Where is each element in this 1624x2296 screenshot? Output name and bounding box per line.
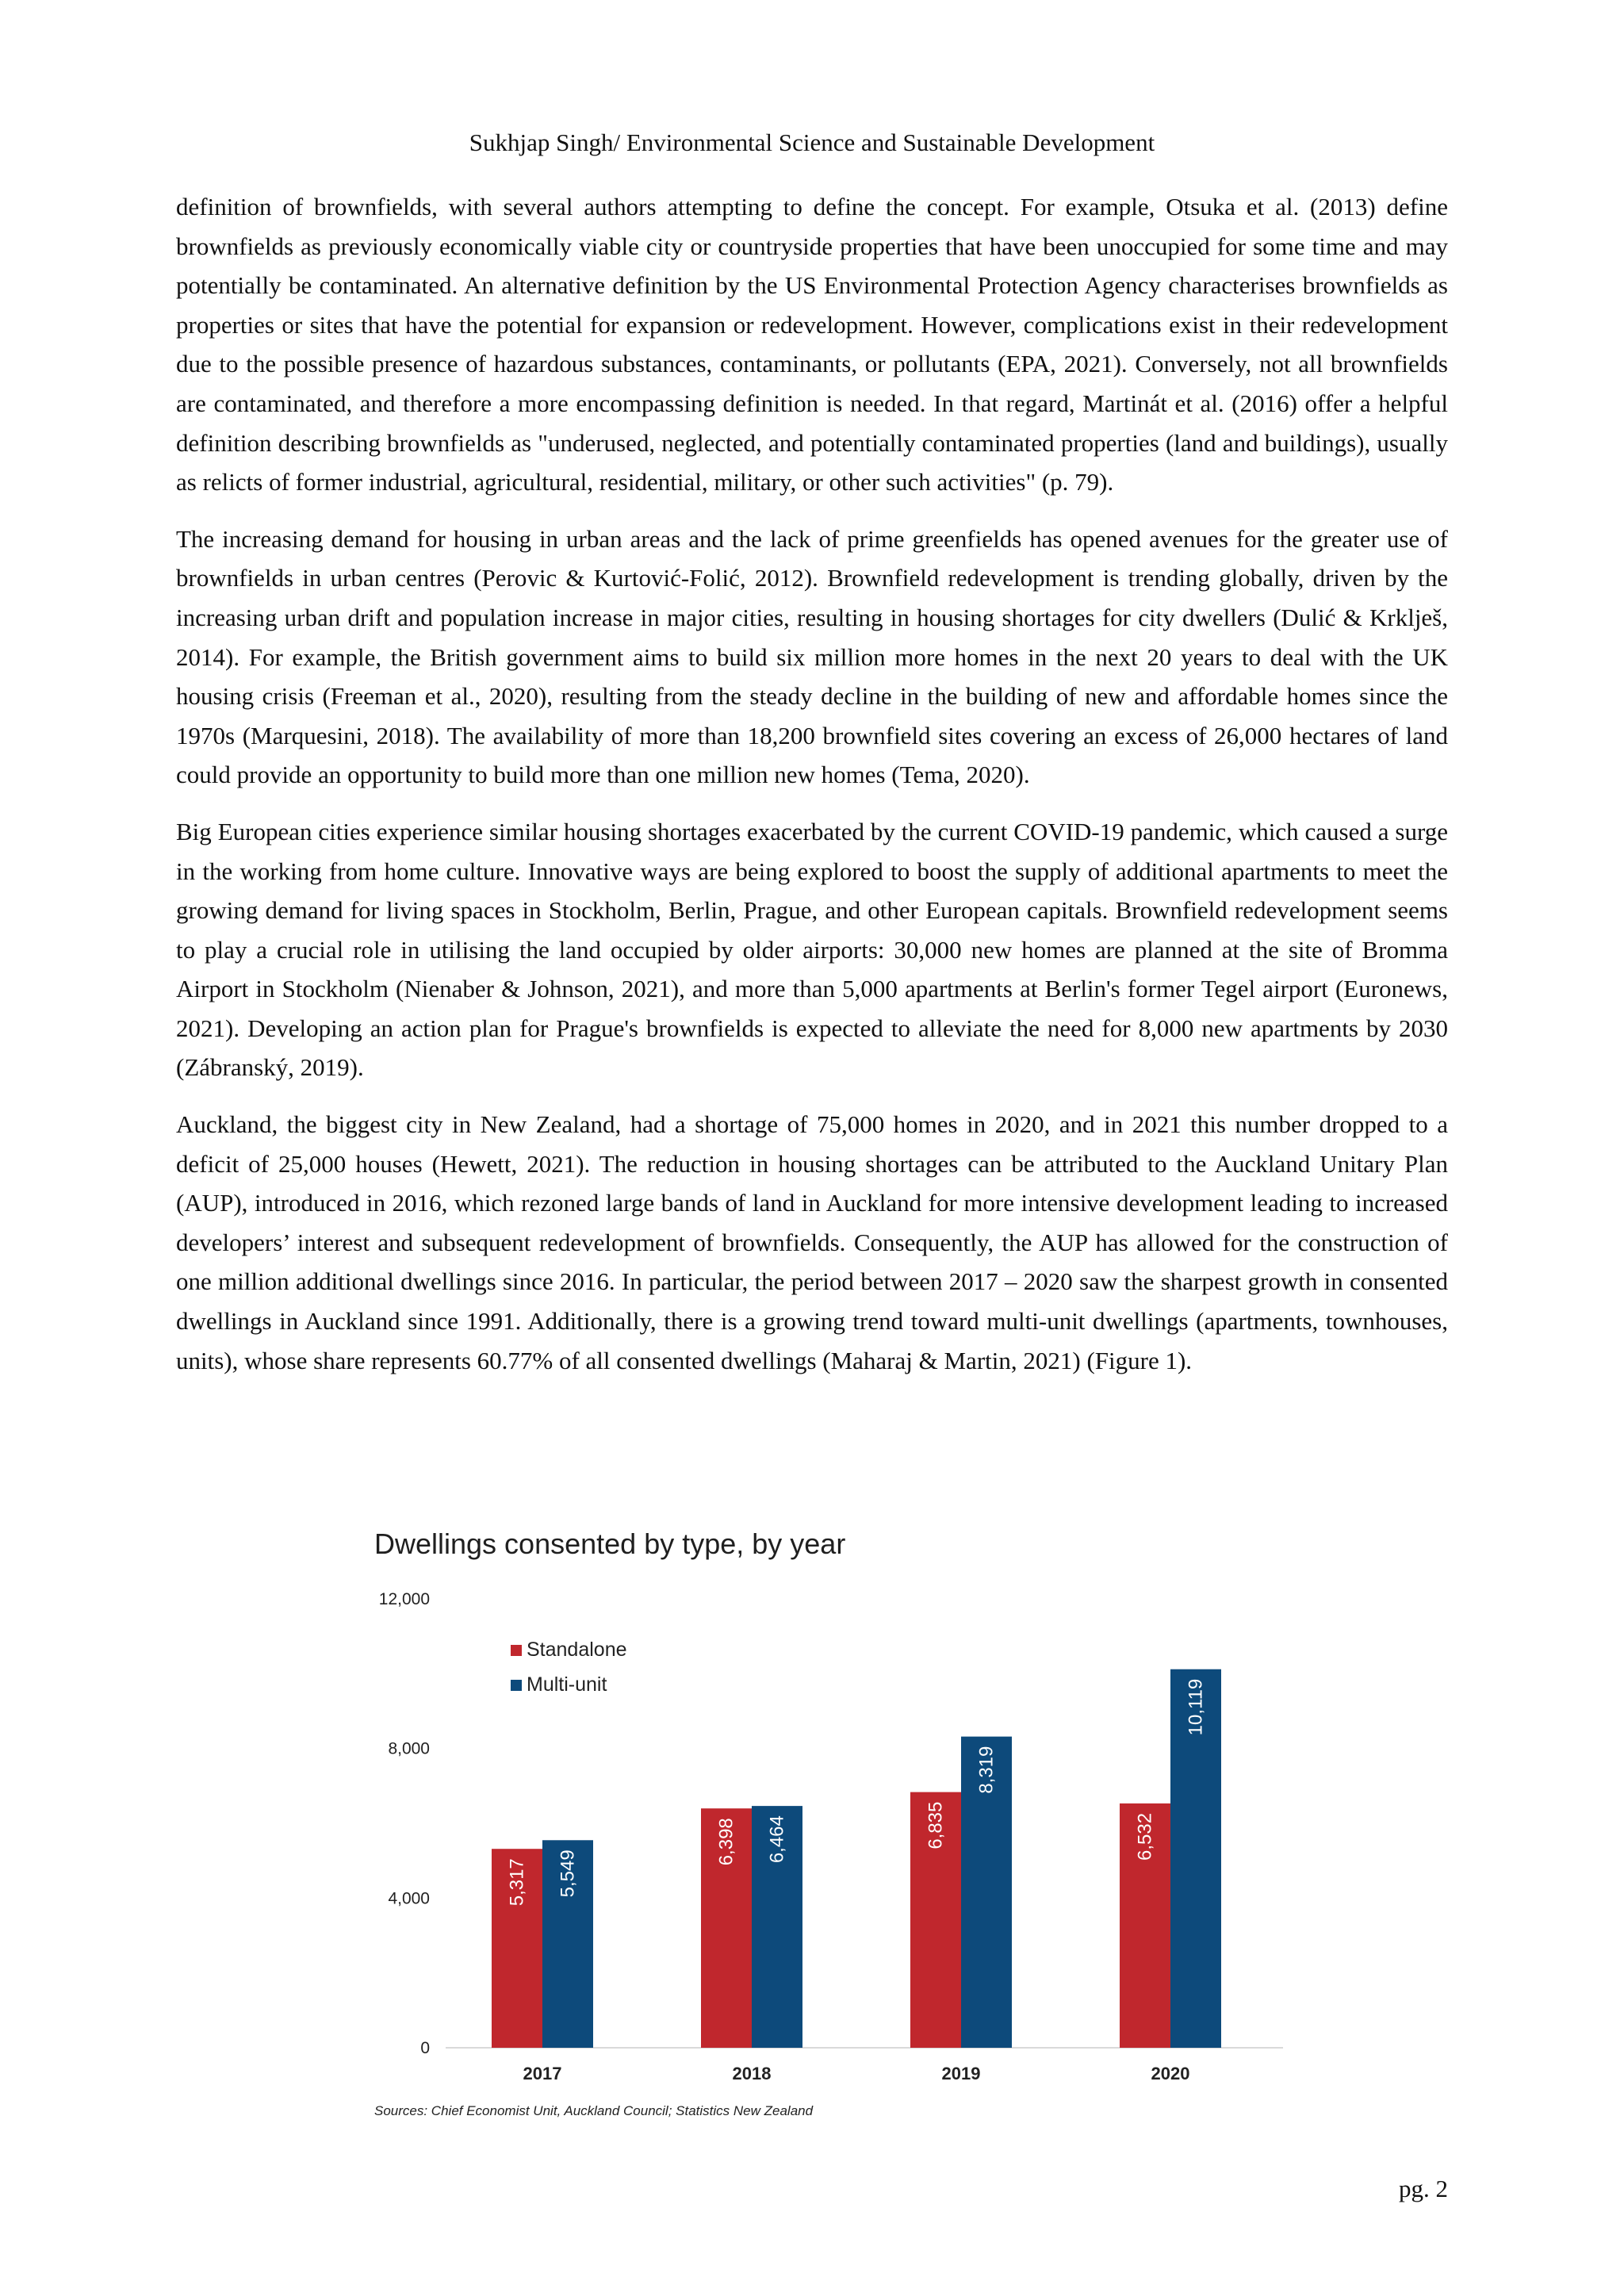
legend-swatch-standalone xyxy=(511,1645,522,1656)
bar-data-label: 6,835 xyxy=(925,1801,947,1849)
bar-data-label: 10,119 xyxy=(1185,1678,1207,1736)
legend-label-multi-unit: Multi-unit xyxy=(527,1673,607,1696)
bar-data-label: 5,549 xyxy=(557,1849,579,1898)
bar-chart xyxy=(349,1516,1316,2127)
running-header: Sukhjap Singh/ Environmental Science and Sustainable Development xyxy=(469,128,1155,156)
y-tick-label: 12,000 xyxy=(378,1590,430,1608)
x-tick-label: 2017 xyxy=(523,2064,562,2083)
x-tick-label: 2018 xyxy=(732,2064,772,2083)
legend-swatch-multi-unit xyxy=(511,1680,522,1691)
y-tick-label: 8,000 xyxy=(388,1739,430,1758)
y-tick-label: 0 xyxy=(420,2039,430,2057)
figure-dwellings-chart xyxy=(349,1516,1316,2127)
bar-data-label: 6,532 xyxy=(1134,1812,1156,1861)
bar-data-label: 6,464 xyxy=(766,1815,788,1864)
x-tick-label: 2020 xyxy=(1151,2064,1190,2083)
paragraph-european-cities: Big European cities experience similar housing shortages exacerbated by the current COVID-19 pandemic, which caused a surge in the working from home culture. Innovative ways are being explored to boost the supply of additional apartments to meet the growing demand for living spaces in Stockholm, Berlin, Prague, and other European capitals. Brownfield redevelopment seems to play a crucial role in utilising the land occupied by older airports: 30,000 new homes are planned at the site of Bromma Airport in Stockholm (Nienaber & Johnson, 2021), and more than 5,000 apartments at Berlin's former Tegel airport (Euronews, 2021). Developing an action plan for Prague's brownfields is expected to alleviate the need for 8,000 new apartments by 2030 (Zábranský, 2019). xyxy=(176,817,1448,1082)
body-text xyxy=(176,187,1448,1397)
bar-data-label: 6,398 xyxy=(715,1818,737,1866)
bar-data-label: 5,317 xyxy=(506,1858,528,1907)
page-number: pg. 2 xyxy=(1399,2175,1448,2202)
paragraph-housing-demand: The increasing demand for housing in urban areas and the lack of prime greenfields has opened avenues for the greater use of brownfields in urban centres (Perovic & Kurtović-Folić, 2012). Brownfield redevelopment is trending globally, driven by the increasing urban drift and population increase in major cities, resulting in housing shortages for city dwellers (Dulić & Krklješ, 2014). For example, the British government aims to build six million more homes in the next 20 years to deal with the UK housing crisis (Freeman et al., 2020), resulting from the steady decline in the building of new and affordable homes since the 1970s (Marquesini, 2018). The availability of more than 18,200 brownfield sites covering an excess of 26,000 hectares of land could provide an opportunity to build more than one million new homes (Tema, 2020). xyxy=(176,524,1448,789)
x-tick-label: 2019 xyxy=(941,2064,981,2083)
y-tick-label: 4,000 xyxy=(388,1889,430,1908)
legend-label-standalone: Standalone xyxy=(527,1639,627,1661)
paragraph-brownfield-definition: definition of brownfields, with several authors attempting to define the concept. For example, Otsuka et al. (2013) define brownfields as previously economically viable city or countryside properties that have been unoccupied for some time and may potentially be contaminated. An alternative definition by the US Environmental Protection Agency characterises brownfields as properties or sites that have the potential for expansion or redevelopment. However, complications exist in their redevelopment due to the possible presence of hazardous substances, contaminants, or pollutants (EPA, 2021). Conversely, not all brownfields are contaminated, and therefore a more encompassing definition is needed. In that regard, Martinát et al. (2016) offer a helpful definition describing brownfields as "underused, neglected, and potentially contaminated properties (land and buildings), usually as relicts of former industrial, agricultural, residential, military, or other such activities" (p. 79). xyxy=(176,193,1448,496)
chart-source-note: Sources: Chief Economist Unit, Auckland Council; Statistics New Zealand xyxy=(374,2103,814,2118)
paragraph-auckland: Auckland, the biggest city in New Zealand, had a shortage of 75,000 homes in 2020, and in 2021 this number dropped to a deficit of 25,000 houses (Hewett, 2021). The reduction in housing shortages can be attributed to the Auckland Unitary Plan (AUP), introduced in 2016, which rezoned large bands of land in Auckland for more intensive development leading to increased developers’ interest and subsequent redevelopment of brownfields. Consequently, the AUP has allowed for the construction of one million additional dwellings since 2016. In particular, the period between 2017 – 2020 saw the sharpest growth in consented dwellings in Auckland since 1991. Additionally, there is a growing trend toward multi-unit dwellings (apartments, townhouses, units), whose share represents 60.77% of all consented dwellings (Maharaj & Martin, 2021) (Figure 1). xyxy=(176,1110,1448,1374)
chart-title: Dwellings consented by type, by year xyxy=(374,1527,846,1560)
bar-data-label: 8,319 xyxy=(975,1746,998,1794)
